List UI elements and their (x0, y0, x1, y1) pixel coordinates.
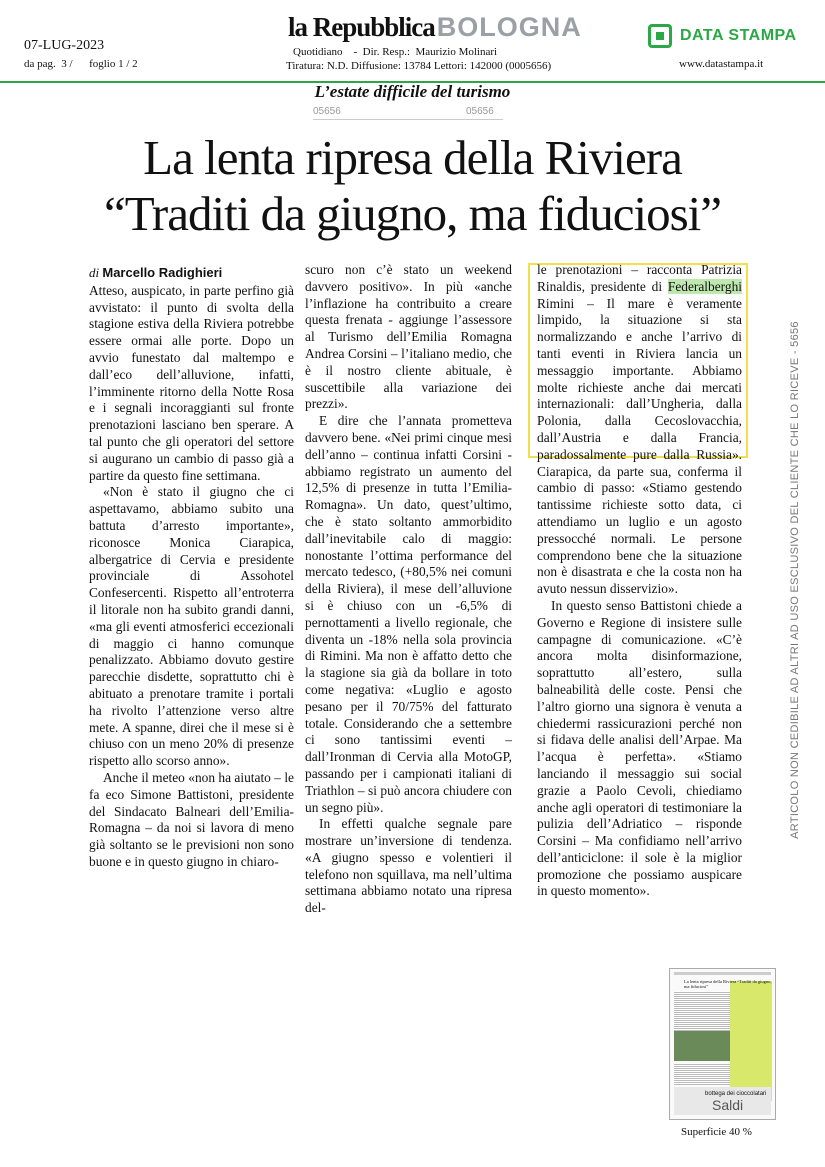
surface-caption: Superficie 40 % (681, 1126, 752, 1138)
thumb-header (674, 972, 771, 975)
page-thumbnail (669, 968, 776, 1120)
paragraph: scuro non c’è stato un weekend davvero positivo». In più «anche l’inflazione ha contribuito a creare questa frenata - aggiunge l’assessore al Turismo dell’Emilia Romagna Andrea Corsini – l’italiano medio, che è il nostro cliente abituale, è suscettibile alla variazione dei prezzi». (305, 262, 512, 412)
paragraph: «Non è stato il giugno che ci aspettavamo, abbiamo subito una battuta d’arresto importante», riconosce Monica Ciarapica, albergatrice di Cervia e presidente provinciale di Assohotel Confesercenti. Rispetto all’entroterra il litorale non ha subito grandi danni, «ma gli eventi atmosferici eccezionali di maggio ci hanno comunque penalizzato. Abbiamo dovuto gestire parecchie disdette, soprattutto chi è abituato a prenotare tramite i portali ha rivolto l’attenzione verso altre mete. A spanne, direi che il mese si è chiuso con un meno 20% di presenze rispetto allo scorso anno». (89, 484, 294, 769)
byline-prefix: di (89, 265, 100, 280)
thumb-text (674, 991, 730, 1031)
agency-logo (648, 24, 797, 48)
copyright-side-note (780, 320, 810, 840)
thumb-title: La lenta ripresa della Riviera “Traditi da giugno, ma fiduciosi” (684, 979, 772, 989)
publication-info: Quotidiano - Dir. Resp.: Maurizio Molinari (293, 46, 498, 58)
thumb-text (674, 1063, 730, 1085)
byline-author: Marcello Radighieri (102, 265, 223, 280)
thumb-ad-title: Saldi (712, 1097, 744, 1113)
side-note-text: ARTICOLO NON CEDIBILE AD ALTRI AD USO ESCLUSIVO DEL CLIENTE CHE LO RICEVE - 5656 (789, 321, 801, 839)
highlighted-keyword: Federalberghi (667, 278, 742, 294)
paragraph: In effetti qualche segnale pare mostrare un’inversione di tendenza. «A giugno spesso e volentieri il telefono non squillava, ma nell’ultima settimana abbiamo notato una ripresa del- (305, 816, 512, 916)
text-run: le prenotazioni – racconta Patrizia Rinaldis, presidente di (537, 262, 742, 294)
newspaper-logo (288, 12, 582, 43)
text-run: Rimini – Il mare è veramente limpido, la situazione si sta normalizzando e anche l’arrivo di tanti eventi in Riviera lancia un messaggio importante. Abbiamo molte richieste anche dai mercati internazionali: dall’Ungheria, dalla Polonia, dalla Cecoslovacchia, dall’Austria e dalla Francia, paradossalmente pure dalla Russia». Ciarapica, da parte sua, conferma il cambio di passo: «Stiamo gestendo tantissime richieste sotto data, ci attendiamo un luglio e un agosto pressocché normali. Le persone comprendono bene che la situazione non è disastrata e che la costa non ha avuto nessun disservizio». (537, 295, 742, 597)
paragraph: E dire che l’annata prometteva davvero bene. «Nei primi cinque mesi dell’anno – continua infatti Corsini - abbiamo registrato un aumento del 12,5% di presenze in tutta l’Emilia-Romagna». Un dato, quest’ultimo, che è stato soltanto ammorbidito dall’inevitabile calo di maggio: nonostante l’ottima performance del mercato tedesco, (+80,5% nei comuni della Riviera), il mese dell’alluvione si è chiuso con un -6,5% di pernottamenti a livello regionale, che diventa un -18% nella sola provincia di Rimini. Ma non è affatto detto che la stagione sia già da bollare in toto come negativa: «Luglio e agosto pesano per il 70/75% del fatturato totale. Considerando che a settembre ci sono tantissimi eventi – dall’Ironman di Cervia alla MotoGP, passando per i campionati italiani di Triathlon – si può ancora chiudere con un segno più». (305, 413, 512, 815)
article-column-1 (89, 265, 294, 871)
headline-line-2: “Traditi da giugno, ma fiduciosi” (103, 186, 722, 241)
paragraph-highlighted (537, 262, 742, 598)
article-code-left: 05656 (313, 106, 341, 117)
logo-city: BOLOGNA (436, 12, 582, 42)
paragraph: In questo senso Battistoni chiede a Governo e Regione di insistere sulle campagne di comunicazione. «C’è ancora molta disinformazione, soprattutto all’estero, sulla balneabilità delle coste. Pensi che l’altro giorno una signora è venuta a chiedermi rassicurazioni perché non si fidava delle analisi dell’Arpae. Ma l’acqua è perfetta». «Stiamo lanciando il messaggio sui social grazie a Paolo Cevoli, chiediamo anche agli operatori di testimoniare la pulizia dell’Adriatico – risponde Corsini – Ma confidiamo nell’arrivo dell’anticiclone: il sole è la miglior promozione che possiamo auspicare in questo momento». (537, 597, 742, 899)
thumb-ad-brand: bottega dei cioccolatari (705, 1091, 767, 1097)
byline (89, 265, 294, 282)
paragraph: Anche il meteo «non ha aiutato – le fa eco Simone Battistoni, presidente del Sindacato Balneari dell’Emilia-Romagna – da noi si lavora di meno già soltanto se le previsioni non sono buone e in questo giugno in chiaro- (89, 769, 294, 869)
headline-line-1: La lenta ripresa della Riviera (143, 130, 682, 185)
paragraph: Atteso, auspicato, in parte perfino già avvistato: il punto di svolta della stagione estiva della Riviera potrebbe essere ormai alle porte. Dopo un avvio funestato dal maltempo e dall’eco dell’alluvione, infatti, l’imminente ritorno della Notte Rosa e i segnali incoraggianti sul fronte prenotazioni lasciano ben sperare. A tal punto che gli operatori del settore si augurano un cambio di passo già a partire da questo fine settimana. (89, 282, 294, 483)
article-kicker: L’estate difficile del turismo (314, 82, 511, 101)
code-divider (313, 119, 503, 120)
agency-logo-icon (648, 24, 672, 48)
agency-name: DATA STAMPA (680, 27, 797, 44)
agency-url: www.datastampa.it (679, 58, 764, 70)
logo-main: la Repubblica (288, 12, 435, 42)
clipping-date: 07-LUG-2023 (24, 38, 105, 53)
article-column-3 (537, 262, 742, 900)
article-column-2 (305, 262, 512, 917)
thumb-image (674, 1031, 730, 1061)
page-info: da pag. 3 / foglio 1 / 2 (24, 58, 138, 70)
circulation-info: Tiratura: N.D. Diffusione: 13784 Lettori: 142000 (0005656) (286, 60, 552, 72)
thumb-highlight-area (730, 981, 772, 1101)
article-code-right: 05656 (466, 106, 494, 117)
